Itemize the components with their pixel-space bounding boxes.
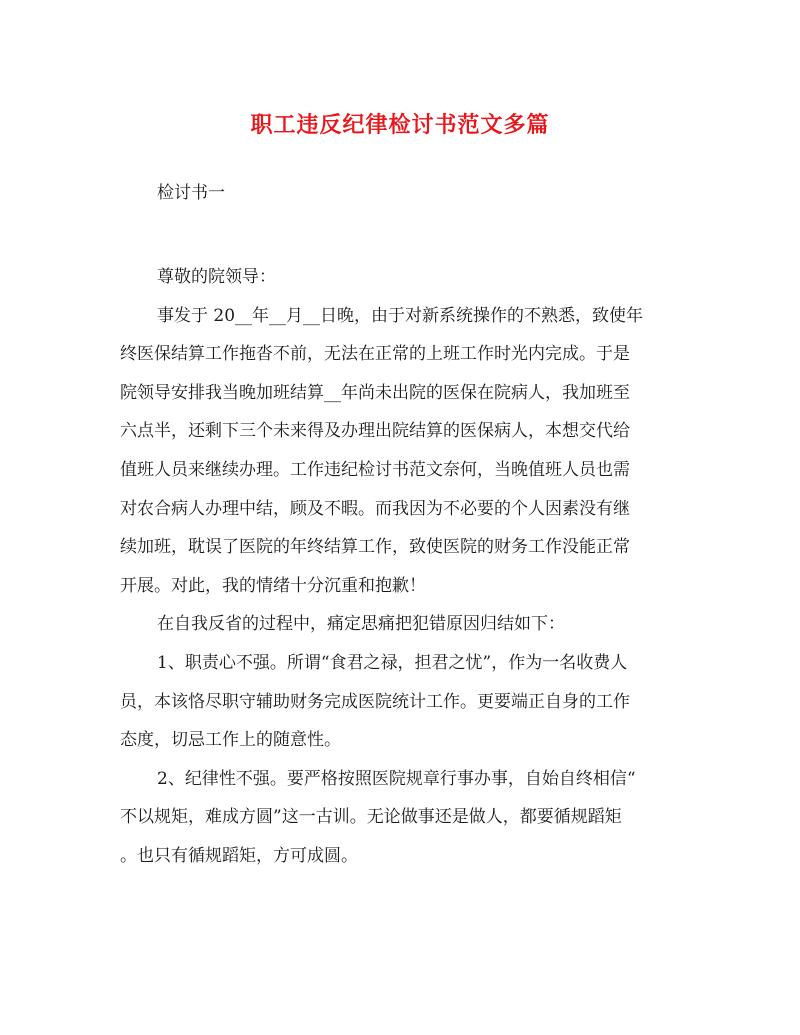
body-text-line: 六点半，还剩下三个未来得及办理出院结算的医保病人，本想交代给 [120,421,630,442]
body-text-line: 员，本该恪尽职守辅助财务完成医院统计工作。更要端正自身的工作 [120,691,630,712]
body-text-line: 开展。对此，我的情绪十分沉重和抱歉！ [120,575,426,596]
body-text-line: 。也只有循规蹈矩，方可成圆。 [120,845,358,866]
document-body [120,258,680,876]
body-text-line: 对农合病人办理中结，顾及不暇。而我因为不必要的个人因素没有继 [120,498,630,519]
body-text-line: 在自我反省的过程中，痛定思痛把犯错原因归结如下： [157,614,565,635]
section-heading: 检讨书一 [157,183,225,203]
body-text-line: 不以规矩，难成方圆”这一古训。无论做事还是做人，都要循规蹈矩 [120,807,622,828]
body-text-line: 终医保结算工作拖沓不前，无法在正常的上班工作时光内完成。于是 [120,344,630,365]
body-text-line: 值班人员来继续办理。工作违纪检讨书范文奈何，当晚值班人员也需 [120,459,630,480]
body-text-line: 院领导安排我当晚加班结算__年尚未出院的医保在院病人，我加班至 [120,382,630,403]
body-text-line: 尊敬的院领导： [157,267,276,287]
document-title: 职工违反纪律检讨书范文多篇 [250,112,550,138]
body-text-line: 续加班，耽误了医院的年终结算工作，致使医院的财务工作没能正常 [120,537,630,558]
body-text-line: 事发于 20__年__月__日晚，由于对新系统操作的不熟悉，致使年 [157,305,644,326]
body-text-line: 2、纪律性不强。要严格按照医院规章行事办事，自始自终相信“ [157,768,636,789]
body-text-line: 1、职责心不强。所谓“食君之禄，担君之忧”，作为一名收费人 [157,652,628,673]
body-text-line: 态度，切忌工作上的随意性。 [120,730,341,751]
